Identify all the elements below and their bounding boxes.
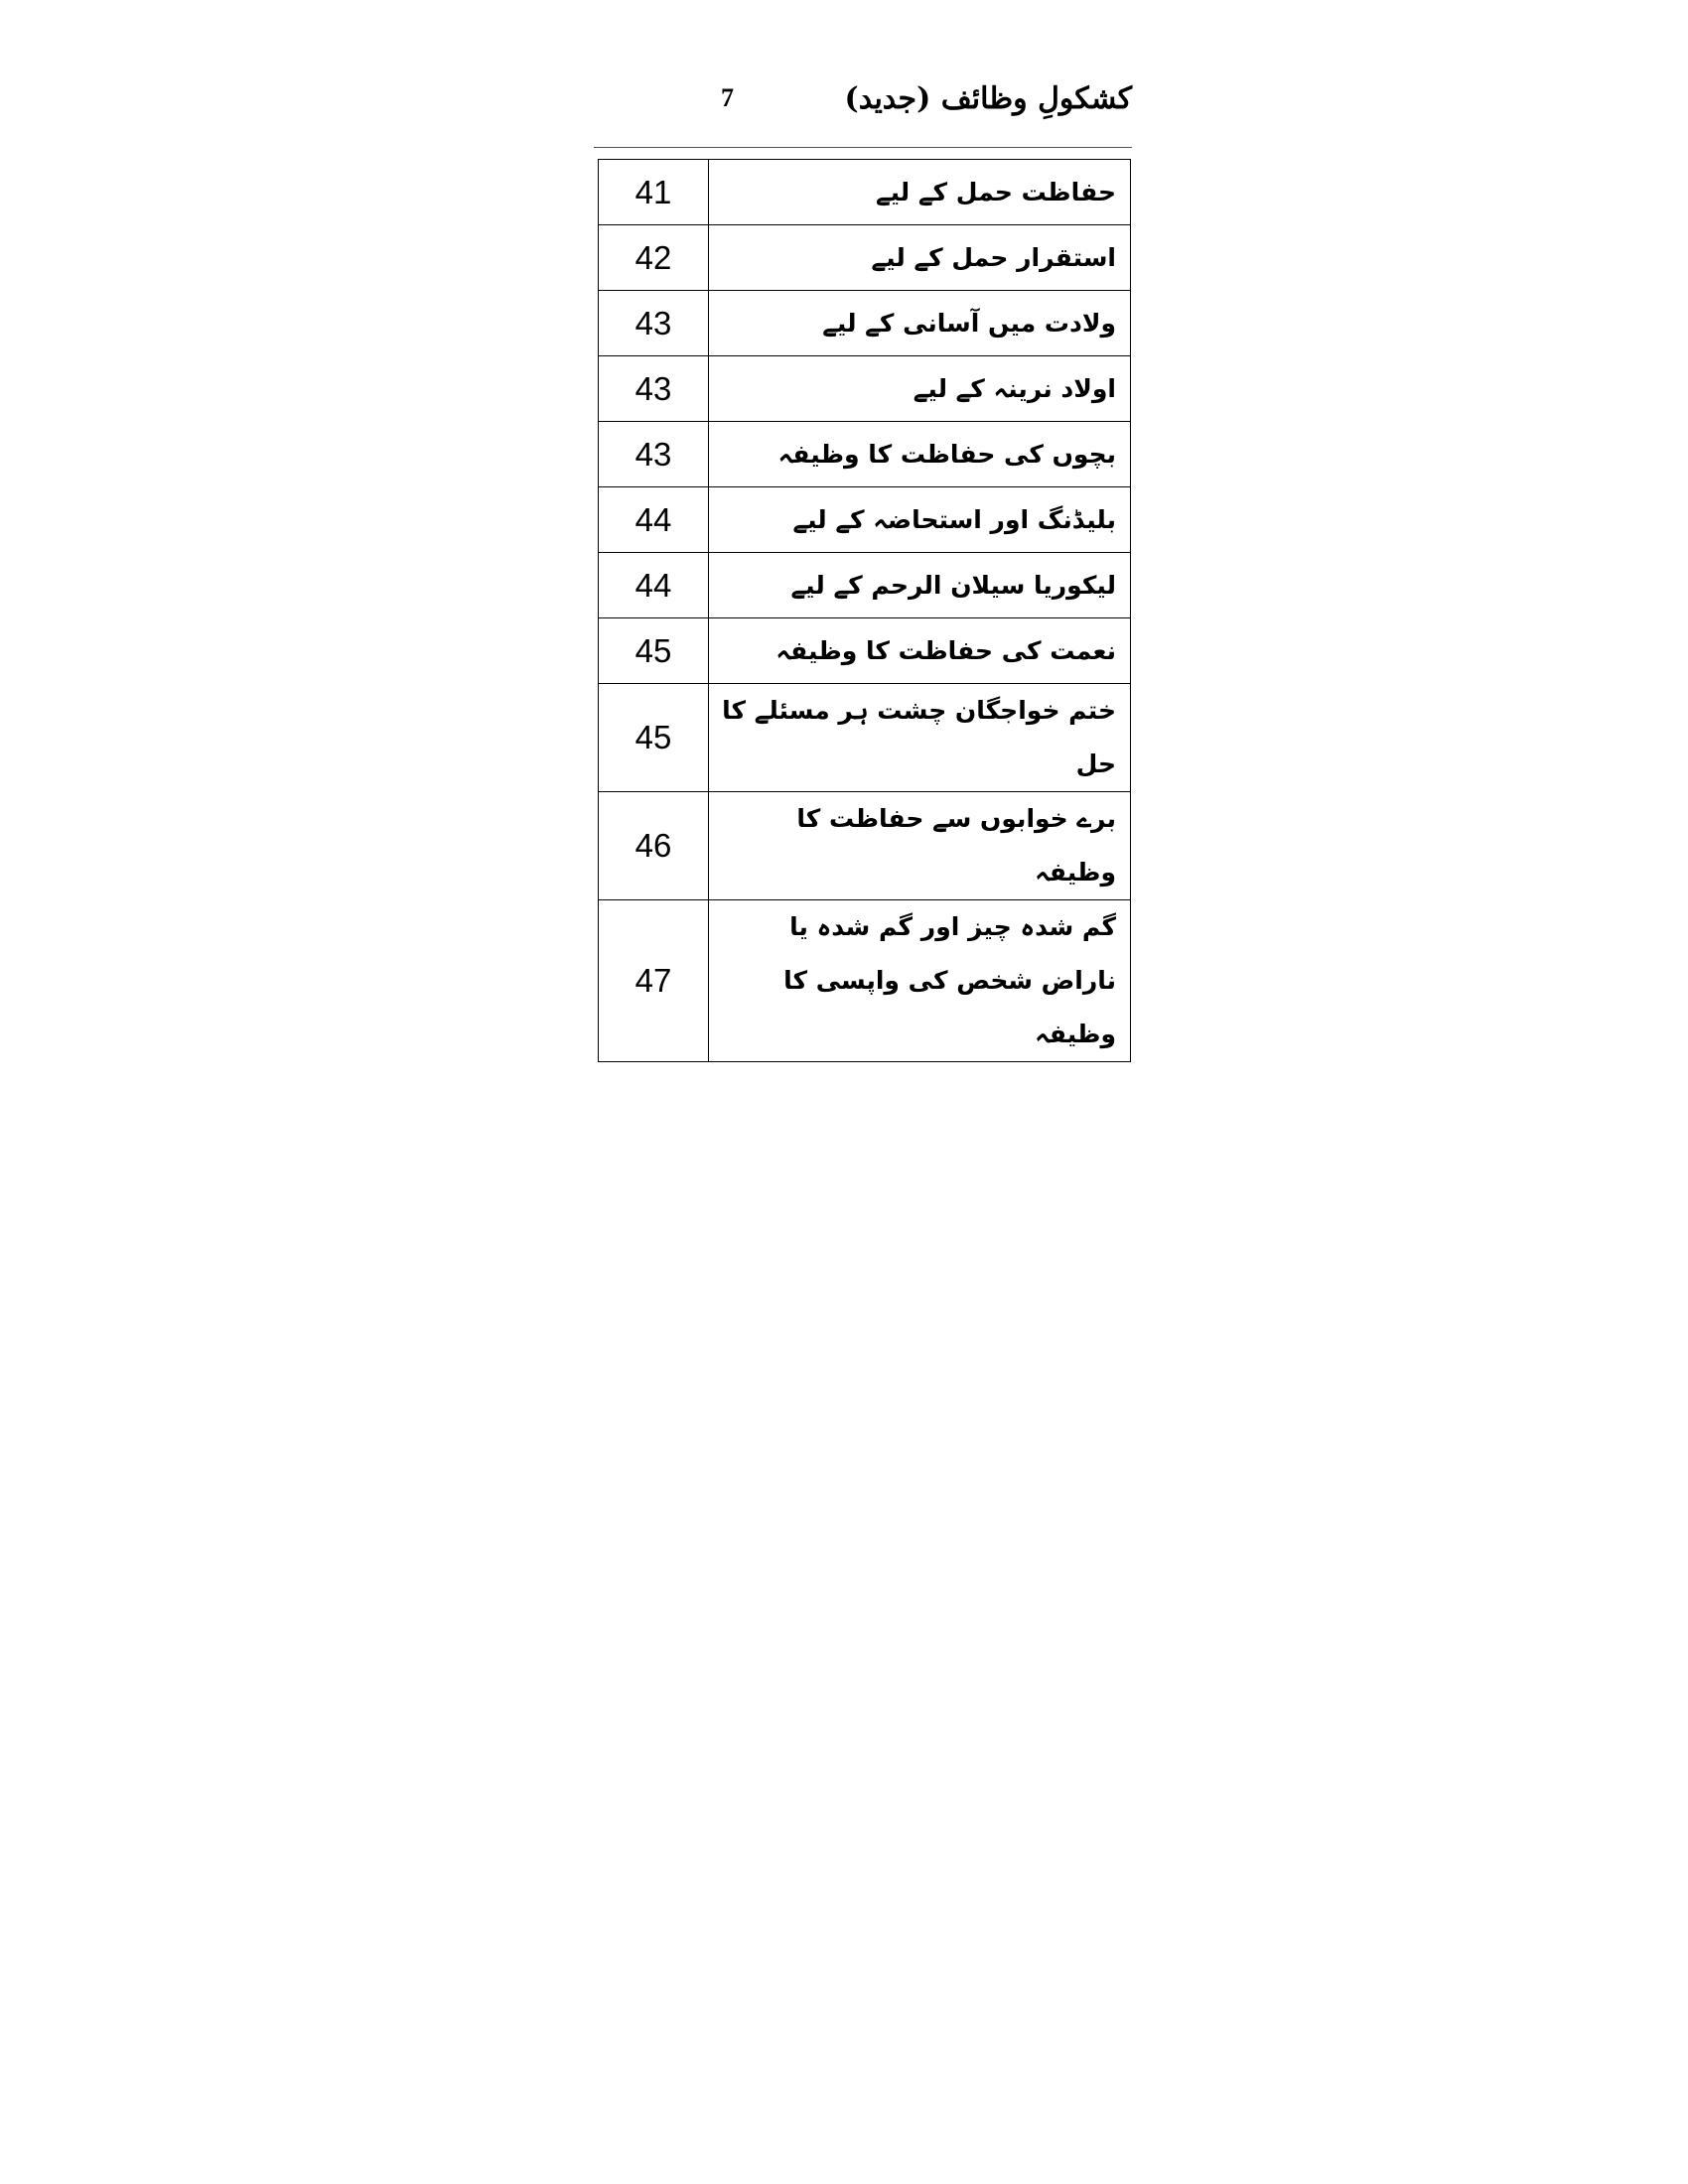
- toc-page-number: 43: [599, 422, 709, 487]
- toc-row: [599, 487, 1131, 553]
- toc-entry-title: بچوں کی حفاظت کا وظیفہ: [709, 422, 1131, 487]
- toc-entry-title: لیکوریا سیلان الرحم کے لیے: [709, 553, 1131, 618]
- toc-page-number: 47: [599, 900, 709, 1062]
- page-header: [594, 77, 1132, 149]
- toc-entry-title: گم شدہ چیز اور گم شدہ یا ناراض شخص کی واپسی کا وظیفہ: [709, 900, 1131, 1062]
- toc-page-number: 42: [599, 225, 709, 291]
- toc-page-number: 45: [599, 618, 709, 684]
- toc-row: [599, 900, 1131, 1062]
- toc-row: [599, 684, 1131, 792]
- toc-entry-title: نعمت کی حفاظت کا وظیفہ: [709, 618, 1131, 684]
- toc-page-number: 43: [599, 291, 709, 356]
- toc-entry-title: حفاظت حمل کے لیے: [709, 160, 1131, 225]
- toc-page-number: 46: [599, 792, 709, 900]
- toc-row: [599, 792, 1131, 900]
- toc-entry-title: برے خوابوں سے حفاظت کا وظیفہ: [709, 792, 1131, 900]
- toc-row: [599, 553, 1131, 618]
- toc-entry-title: ختم خواجگان چشت ہر مسئلے کا حل: [709, 684, 1131, 792]
- toc-row: [599, 291, 1131, 356]
- toc-entry-title: ولادت میں آسانی کے لیے: [709, 291, 1131, 356]
- header-divider: [594, 147, 1132, 148]
- toc-entry-title: بلیڈنگ اور استحاضہ کے لیے: [709, 487, 1131, 553]
- toc-row: [599, 160, 1131, 225]
- book-title: کشکولِ وظائف (جدید): [844, 81, 1132, 116]
- toc-row: [599, 618, 1131, 684]
- page-number: 7: [721, 83, 734, 112]
- toc-page-number: 44: [599, 487, 709, 553]
- toc-page-number: 41: [599, 160, 709, 225]
- toc-page-number: 43: [599, 356, 709, 422]
- toc-row: [599, 422, 1131, 487]
- toc-page-number: 45: [599, 684, 709, 792]
- toc-entry-title: استقرار حمل کے لیے: [709, 225, 1131, 291]
- toc-entry-title: اولاد نرینہ کے لیے: [709, 356, 1131, 422]
- toc-row: [599, 356, 1131, 422]
- toc-row: [599, 225, 1131, 291]
- table-of-contents: [598, 159, 1131, 1062]
- toc-page-number: 44: [599, 553, 709, 618]
